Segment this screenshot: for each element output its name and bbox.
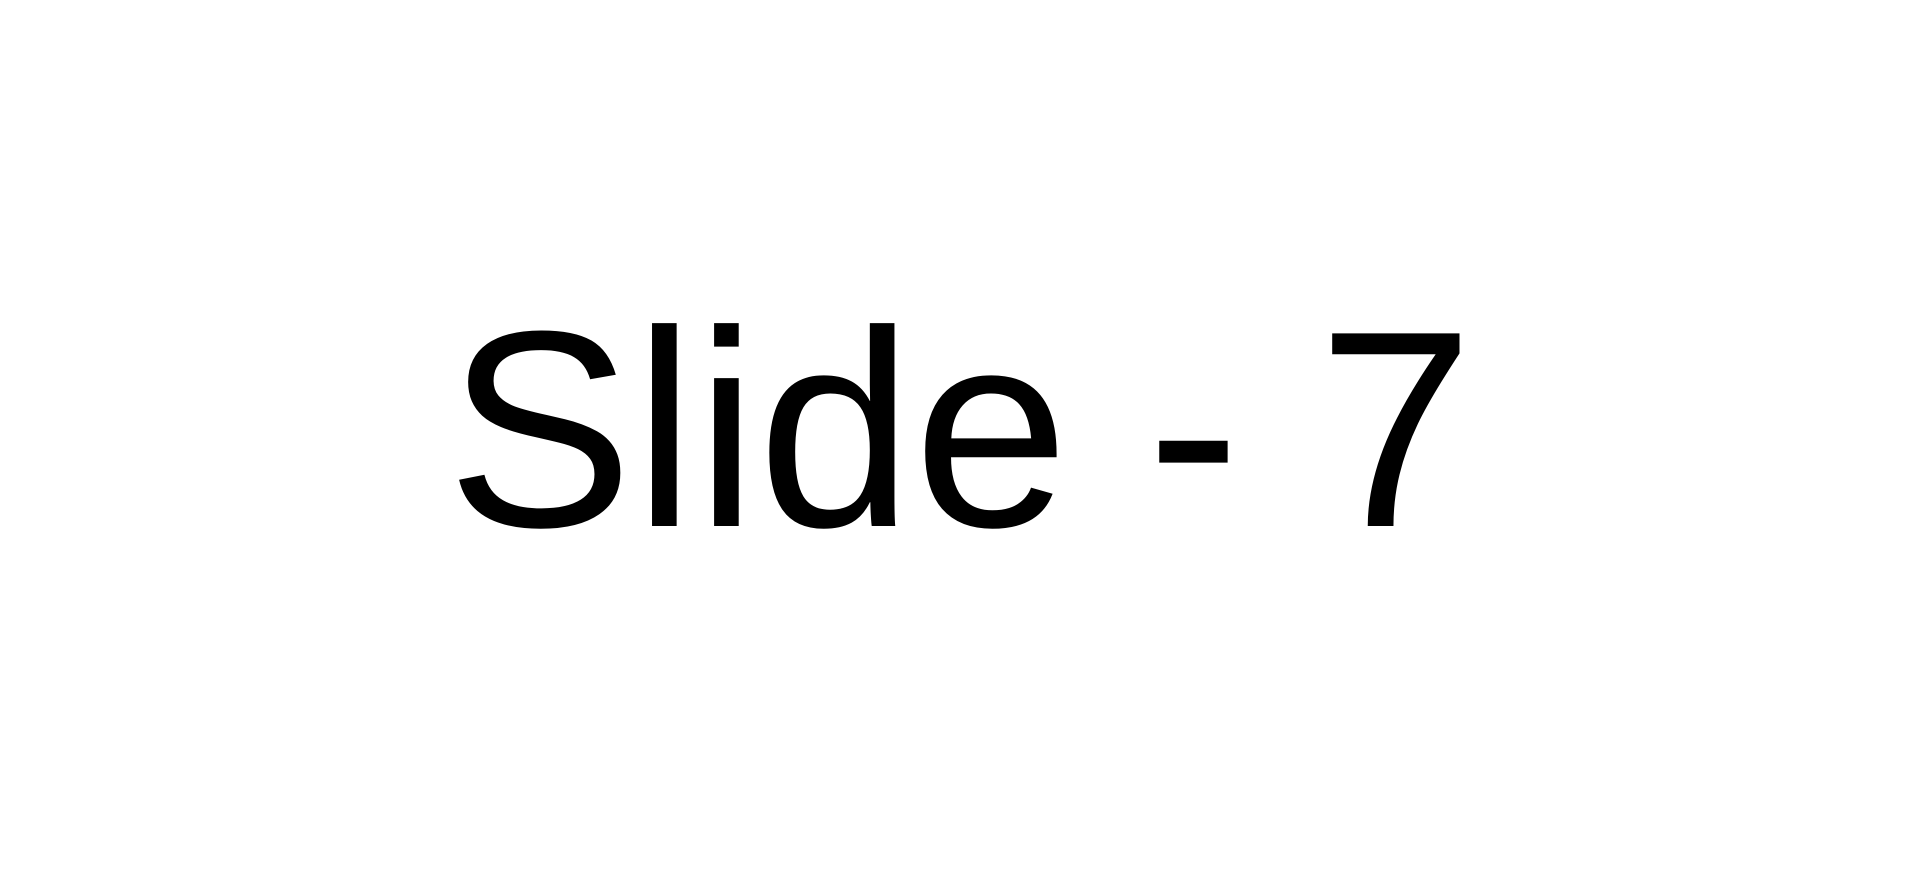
slide-title: Slide - 7 bbox=[446, 274, 1474, 586]
